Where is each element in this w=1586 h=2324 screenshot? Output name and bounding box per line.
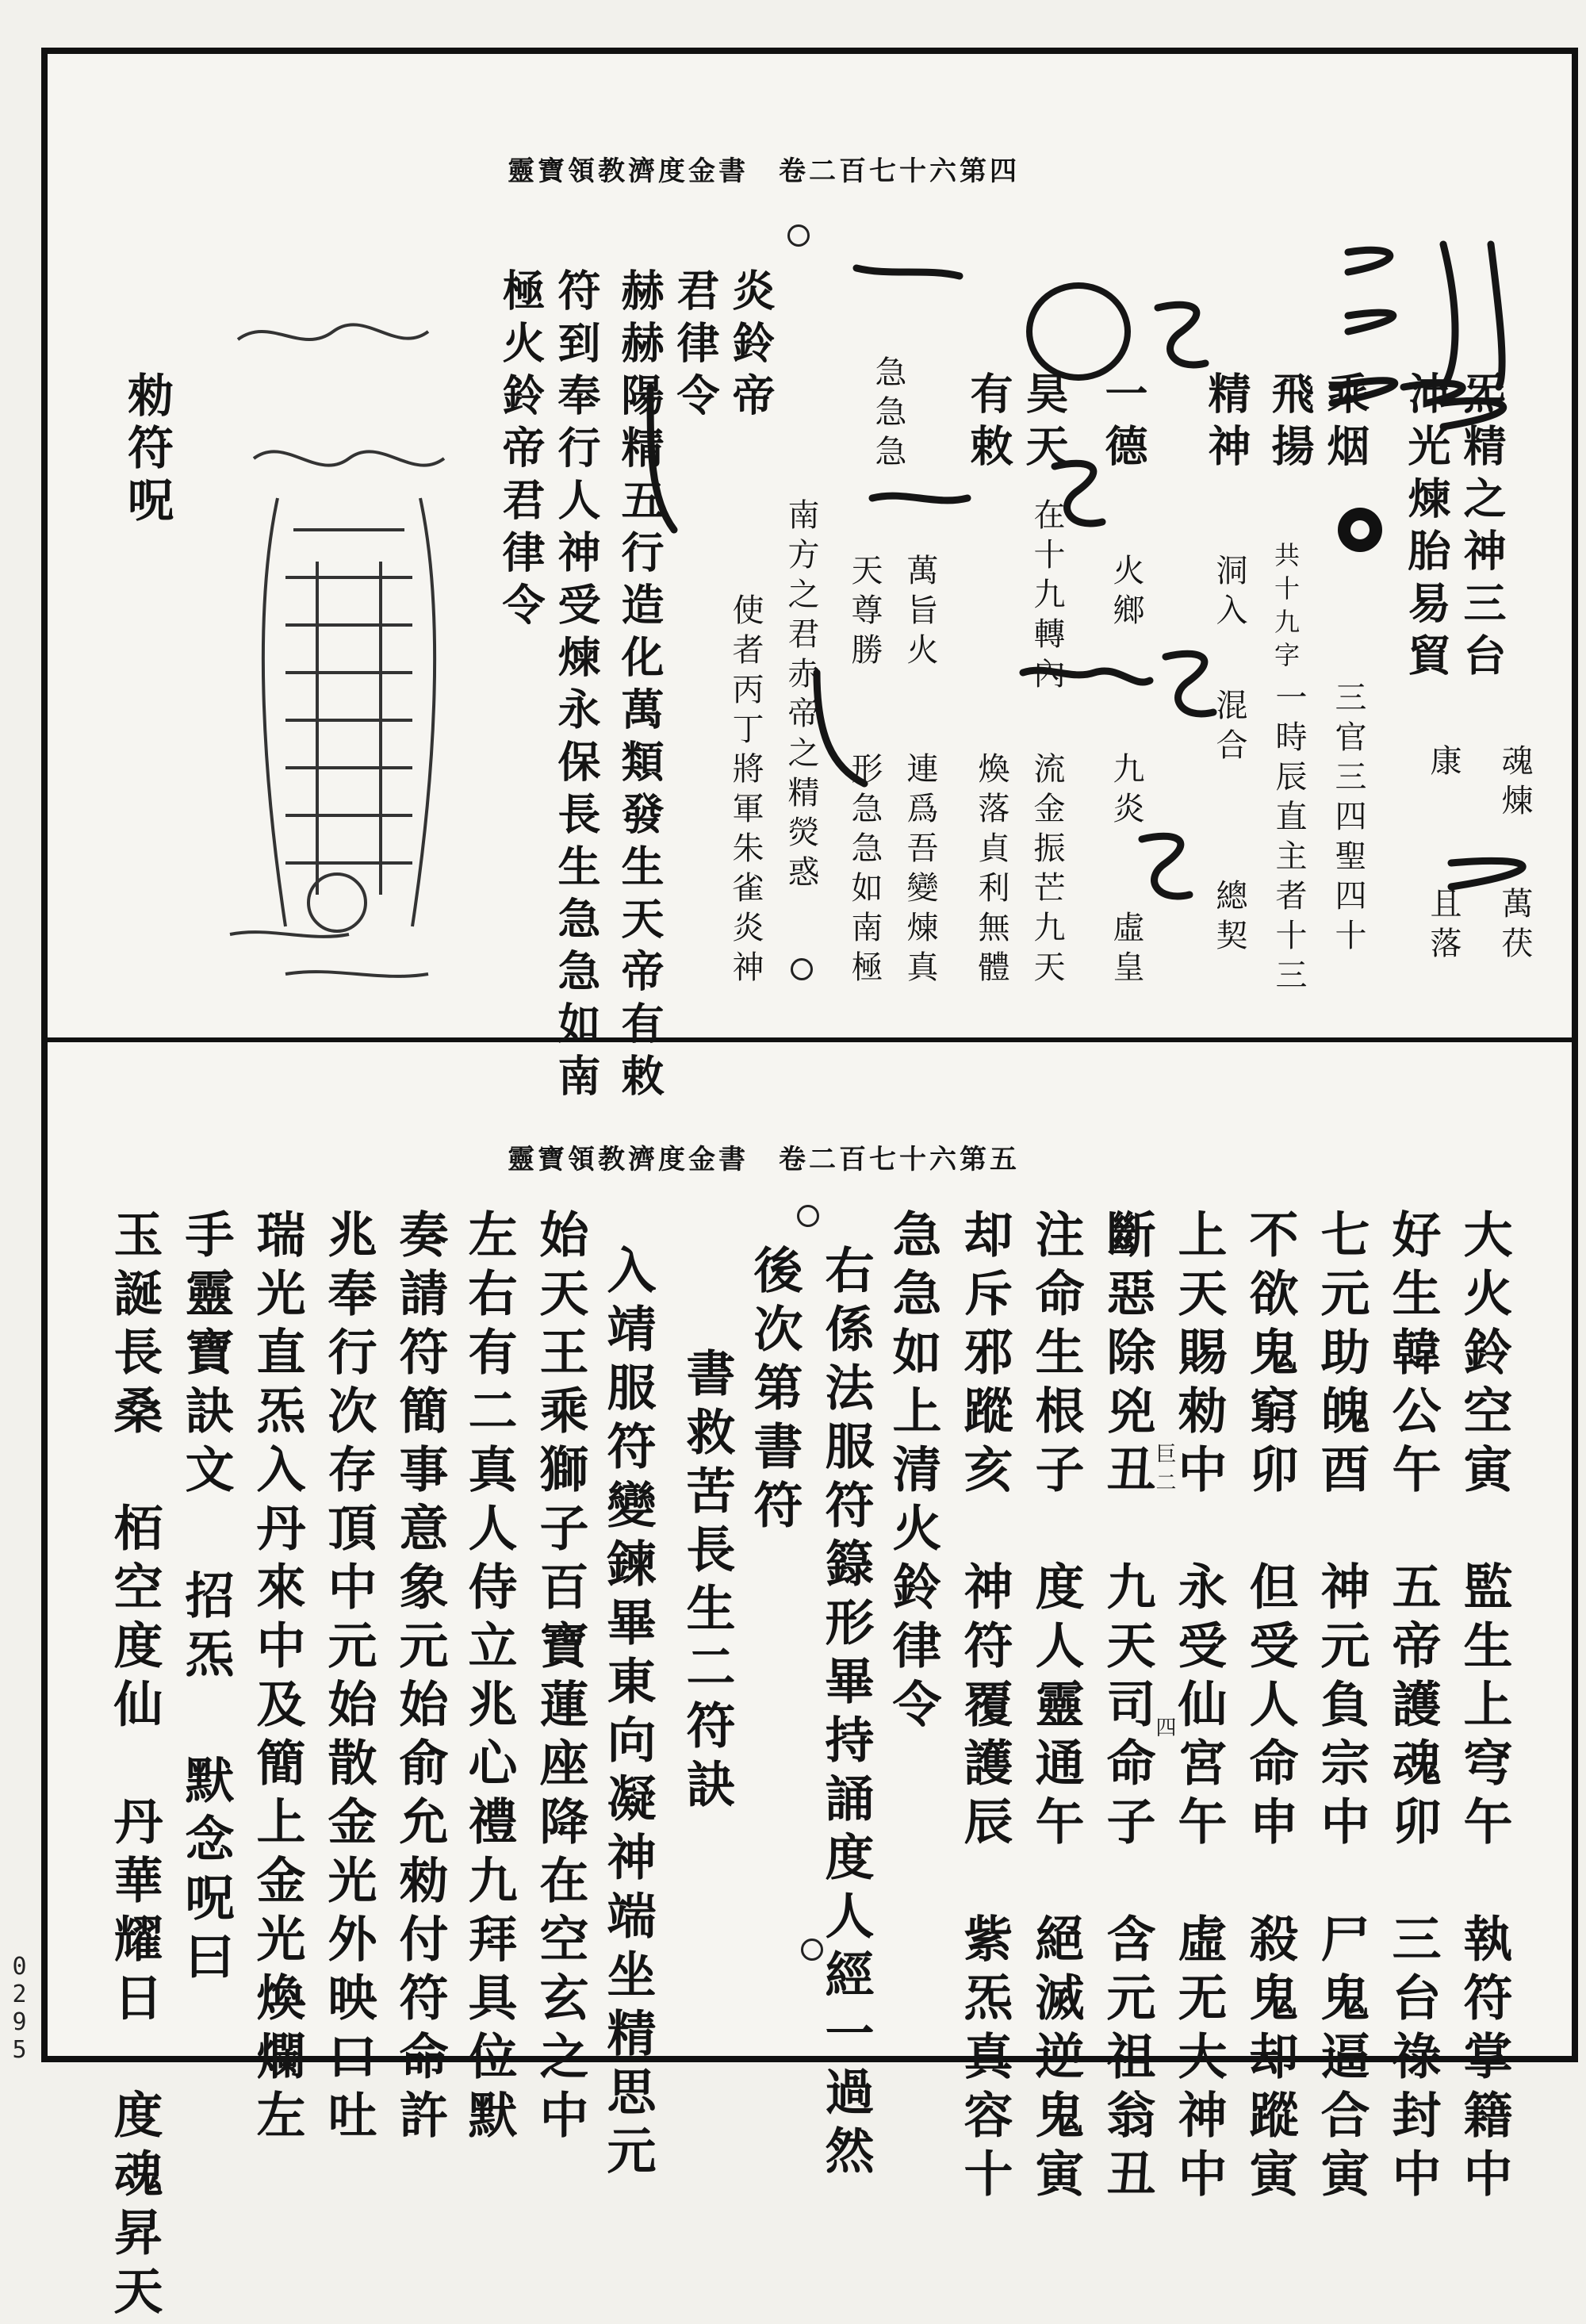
text-column: 赫赫陽精五行造化萬類發生天帝有敕 — [615, 268, 665, 1106]
annotation: 一時辰直主者十三 — [1270, 681, 1307, 998]
talisman-label: 勑符呪 — [120, 371, 174, 528]
text-column: 不欲鬼窮卯 但受人命申 殺鬼却蹤寅 — [1241, 1209, 1299, 2207]
annotation: 在十九轉內 — [1029, 498, 1065, 696]
text-column: 急急如上清火鈴律令 — [884, 1209, 942, 1737]
annotation: 虛皇 — [1108, 911, 1144, 990]
annotation: 火鄉 — [1108, 554, 1144, 633]
text-column: 書救苦長生二符訣 — [678, 1348, 736, 1817]
bottom-header: 靈寶領教濟度金書 卷二百七十六第五 — [508, 1144, 1020, 1175]
talisman-strokes-top — [48, 54, 1572, 1037]
text-column: 始天王乘獅子百寶蓮座降在空玄之中 — [531, 1209, 589, 2148]
text-column: 玉誕長桑 栢空度仙 丹華耀日 度魂昇天 — [105, 1209, 163, 2324]
annotation: 魂煉 — [1496, 744, 1533, 823]
annotation: 流金振芒九天 — [1029, 752, 1065, 990]
annotation: 九炎 — [1108, 752, 1144, 831]
annotation: 天尊勝 — [846, 554, 883, 673]
annotation: 且落 — [1425, 887, 1461, 966]
text-column: 奏請符簡事意象元始俞允勑付符命許 — [391, 1209, 449, 2148]
text-column: 兆奉行次存頂中元始散金光外映口吐 — [320, 1209, 377, 2148]
text-column: 却斥邪蹤亥 神符覆護辰 紫炁真容十 — [956, 1209, 1013, 2207]
annotation: 南方之君赤帝之精熒惑 — [783, 498, 819, 895]
text-column: 炁精之神三台 — [1457, 371, 1507, 685]
text-column: 大火鈴空寅 監生上穹午 執符掌籍中 — [1455, 1209, 1513, 2207]
page-number: 0295 — [6, 1953, 33, 2064]
text-column: 炎鈴帝 — [726, 268, 776, 425]
top-page — [48, 54, 1572, 1106]
annotation: 巨二 — [1152, 1443, 1176, 1500]
annotation: 混合 — [1211, 688, 1247, 768]
text-column: 君律令 — [670, 268, 721, 425]
text-column: 上天賜勑中 永受仙宮午 虛无大神中 — [1170, 1209, 1228, 2207]
text-column: 七元助魄酉 神元負宗中 尸鬼逼合寅 — [1312, 1209, 1370, 2207]
bottom-page — [48, 1042, 1572, 2324]
text-column: 沛光煉胎易貿 — [1401, 371, 1452, 685]
text-column: 極火鈴帝君律令 — [496, 268, 546, 635]
circle-mark — [797, 1205, 819, 1227]
annotation: 煥落貞利無體 — [973, 752, 1009, 990]
annotation: 洞入 — [1211, 554, 1247, 633]
top-header: 靈寶領教濟度金書 卷二百七十六第四 — [508, 155, 1020, 187]
annotation: 共十九字 — [1270, 542, 1301, 675]
annotation: 三官三四聖四十 — [1330, 681, 1366, 958]
annotation: 連爲吾變煉真 — [902, 752, 938, 990]
text-column: 好生韓公午 五帝護魂卯 三台祿封中 — [1384, 1209, 1442, 2207]
text-column: 飛揚 — [1265, 371, 1316, 476]
annotation: 萬茯 — [1496, 887, 1533, 966]
text-column: 左右有二真人侍立兆心禮九拜具位默 — [460, 1209, 518, 2148]
text-column: 一德 — [1098, 371, 1149, 476]
text-column: 斷惡除兇丑 九天司命子 含元祖翁丑 — [1098, 1209, 1156, 2207]
text-column: 入靖服符變鍊畢東向凝神端坐精思元 — [599, 1244, 657, 2184]
annotation: 康 — [1425, 744, 1461, 784]
text-column: 右係法服符籙形畢持誦度人經一過然 — [817, 1244, 875, 2184]
annotation: 形急急如南極 — [846, 752, 883, 990]
annotation: 使者丙丁將軍朱雀炎神 — [727, 593, 764, 990]
text-column: 注命生根子 度人靈通午 絕滅逆鬼寅 — [1027, 1209, 1085, 2207]
text-column: 有敕 — [963, 371, 1014, 476]
text-column: 急急急 — [870, 355, 906, 474]
text-column: 符到奉行人神受煉永保長生急急如南 — [551, 268, 602, 1106]
text-column: 手靈寶訣文 招炁 默念呪曰 — [177, 1209, 235, 1989]
annotation: 四 — [1152, 1716, 1176, 1745]
text-column: 瑞光直炁入丹來中及簡上金光煥爛左 — [248, 1209, 306, 2148]
text-column: 昊天 — [1019, 371, 1070, 476]
text-column: 後次第書符 — [745, 1244, 803, 1538]
annotation: 萬旨火 — [902, 554, 938, 673]
annotation: 總契 — [1211, 879, 1247, 958]
text-column: 精神 — [1201, 371, 1252, 476]
text-column: 乘烟 — [1320, 371, 1371, 476]
